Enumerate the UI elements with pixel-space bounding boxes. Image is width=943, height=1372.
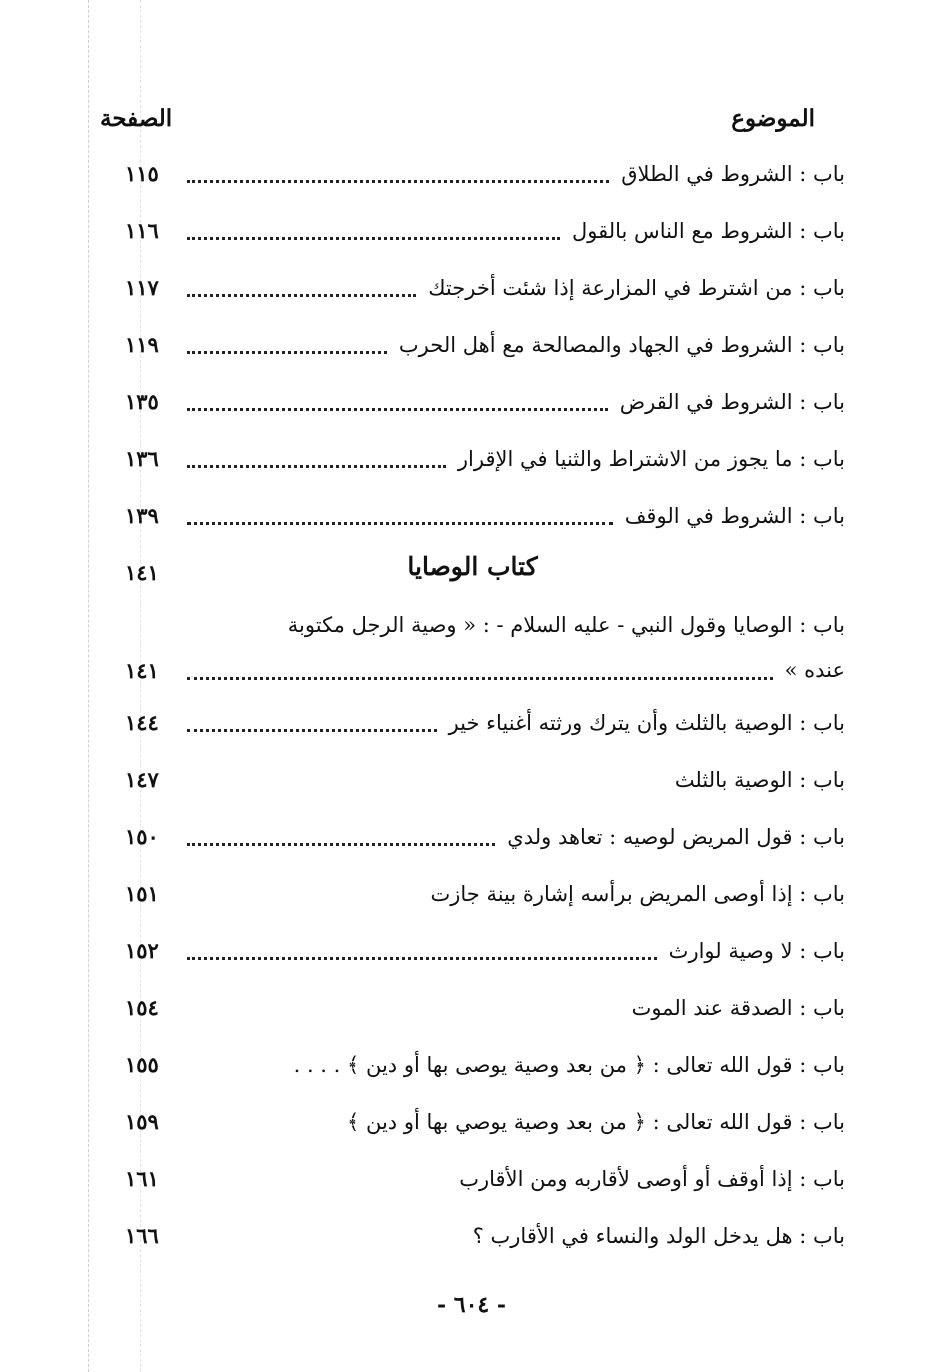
toc-entry	[100, 373, 845, 430]
page-column-label: الصفحة	[100, 104, 173, 132]
toc-entry	[100, 694, 845, 751]
toc-entry-title: باب : لا وصية لوارث	[668, 938, 845, 963]
toc-entry	[100, 316, 845, 373]
toc-page-number: ١٤١	[125, 560, 159, 585]
toc-page-number: ١٤١	[125, 657, 159, 683]
toc-entry-title: باب : الشروط في القرض	[619, 389, 845, 414]
dot-leader	[187, 351, 387, 354]
toc-entry	[100, 1207, 845, 1264]
toc-entry-title: باب : الشروط في الوقف	[624, 503, 845, 528]
toc-page-number: ١٥٢	[125, 938, 159, 963]
toc-entry	[100, 1036, 845, 1093]
toc-entry	[100, 259, 845, 316]
dot-leader	[187, 1128, 335, 1131]
toc-entry-title: باب : إذا أوصى المريض برأسه إشارة بينة جازت	[430, 881, 845, 906]
toc-entry	[100, 865, 845, 922]
dot-leader	[187, 677, 773, 680]
toc-entry	[100, 202, 845, 259]
dot-leader	[187, 408, 608, 411]
toc-entry-title: باب : الصدقة عند الموت	[631, 995, 845, 1020]
toc-page-number: ١٤٤	[125, 710, 159, 735]
toc-page-number: ١٥٥	[125, 1052, 159, 1077]
section-heading: كتاب الوصايا	[407, 552, 538, 581]
dot-leader	[187, 294, 416, 297]
toc-entry-title-line2: عنده »	[784, 658, 845, 682]
toc-entry	[100, 145, 845, 202]
toc-page-number: ١٦١	[125, 1166, 159, 1191]
dot-leader	[187, 237, 560, 240]
toc-entry-title: باب : الوصية بالثلث	[674, 767, 845, 792]
toc-page-number: ١١٦	[125, 218, 159, 243]
dot-leader	[187, 1071, 282, 1074]
dot-leader	[187, 522, 613, 525]
toc-entry	[100, 646, 845, 694]
page-number-footer: - ٦٠٤ -	[436, 1292, 507, 1318]
toc-entry-title: باب : إذا أوقف أو أوصى لأقاربه ومن الأقارب	[459, 1166, 845, 1191]
toc-entry-title-line1: باب : الوصايا وقول النبي - عليه السلام - : « وصية الرجل مكتوبة	[287, 613, 845, 637]
toc-entry-title: باب : الشروط في الجهاد والمصالحة مع أهل الحرب	[398, 332, 845, 357]
dot-leader	[187, 180, 609, 183]
toc-entry	[100, 979, 845, 1036]
toc-entry-title: باب : الشروط في الطلاق	[621, 161, 845, 186]
section-heading-row	[100, 544, 845, 601]
toc-entry-title: باب : هل يدخل الولد والنساء في الأقارب ؟	[472, 1223, 845, 1248]
dot-leader	[187, 1185, 447, 1188]
dot-leader	[187, 786, 663, 789]
dot-leader	[187, 465, 446, 468]
toc-page-number: ١٦٦	[125, 1223, 159, 1248]
toc-entry-title: باب : قول الله تعالى : ﴿ من بعد وصية يوصى بها أو دين ﴾ . . . .	[293, 1052, 845, 1077]
toc-page-number: ١٣٥	[125, 389, 159, 414]
toc-entry-title: باب : قول المريض لوصيه : تعاهد ولدي	[507, 824, 845, 849]
toc-header	[100, 98, 815, 138]
toc-page-number: ١١٩	[125, 332, 159, 357]
toc-entry	[100, 487, 845, 544]
toc-entry-title: باب : من اشترط في المزارعة إذا شئت أخرجتك	[428, 275, 845, 300]
dot-leader	[187, 900, 418, 903]
margin-guide-line	[88, 0, 89, 1372]
toc-page-number: ١١٧	[125, 275, 159, 300]
toc-entry-title: باب : ما يجوز من الاشتراط والثنيا في الإقرار	[457, 446, 845, 471]
dot-leader	[187, 1242, 461, 1245]
toc-page-number: ١٣٦	[125, 446, 159, 471]
toc-entry-title: باب : قول الله تعالى : ﴿ من بعد وصية يوصي بها أو دين ﴾	[346, 1109, 845, 1134]
toc-page-number: ١٥٩	[125, 1109, 159, 1134]
toc-entry	[100, 751, 845, 808]
toc-page-number: ١٥٠	[125, 824, 159, 849]
topic-column-label: الموضوع	[731, 104, 815, 132]
toc-page-number: ١٤٧	[125, 767, 159, 792]
toc-page-number: ١٥٤	[125, 995, 159, 1020]
dot-leader	[187, 957, 657, 960]
toc-entry	[100, 808, 845, 865]
toc-entry-title: باب : الوصية بالثلث وأن يترك ورثته أغنياء خير	[448, 710, 845, 735]
toc-entry	[100, 1150, 845, 1207]
toc-entry	[100, 922, 845, 979]
toc-entry-title: باب : الشروط مع الناس بالقول	[572, 218, 845, 243]
dot-leader	[187, 729, 437, 732]
toc-entry	[100, 1093, 845, 1150]
dot-leader	[187, 843, 495, 846]
toc-entry	[100, 430, 845, 487]
toc-page-number: ١٥١	[125, 881, 159, 906]
dot-leader	[187, 1014, 620, 1017]
toc-page-number: ١١٥	[125, 161, 159, 186]
toc-page-number: ١٣٩	[125, 503, 159, 528]
toc-list	[100, 145, 845, 1264]
